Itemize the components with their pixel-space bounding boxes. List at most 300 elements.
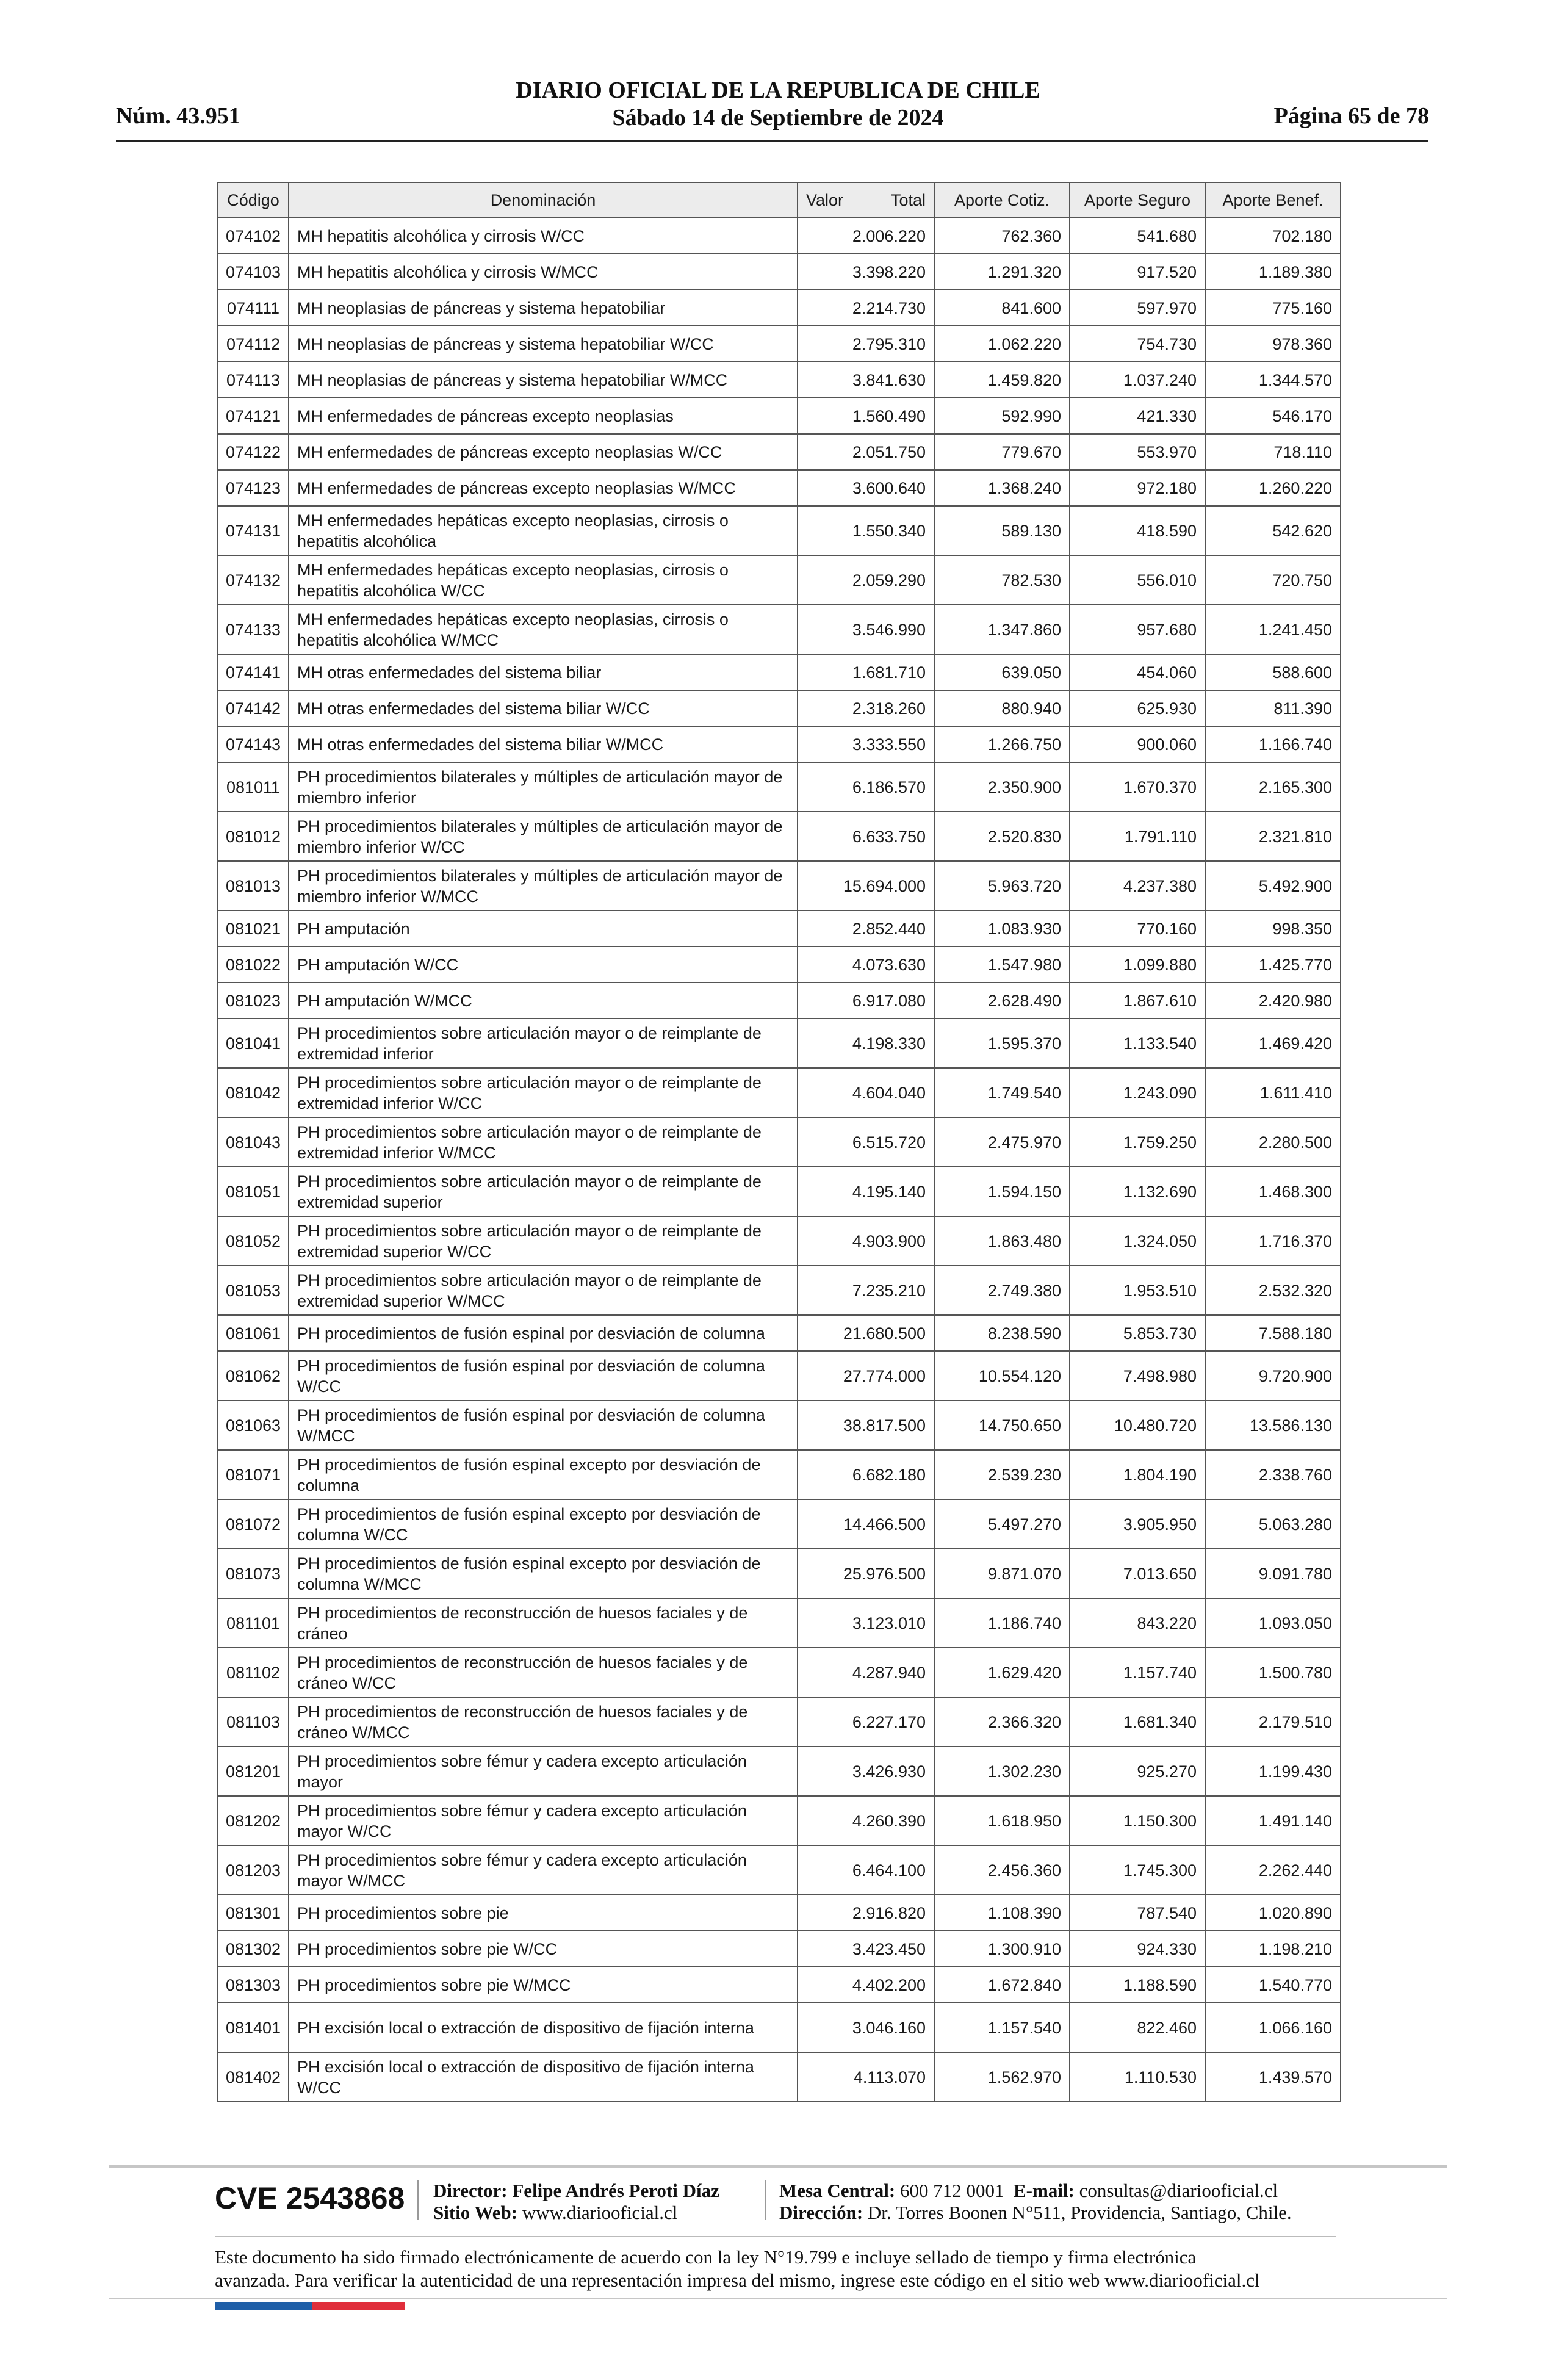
cell-denominacion: PH procedimientos sobre pie W/CC — [289, 1931, 798, 1967]
cell-denominacion: PH procedimientos sobre articulación mayor o de reimplante de extremidad superior W/MCC — [289, 1266, 798, 1315]
cell-codigo: 081201 — [218, 1747, 289, 1796]
address: Dr. Torres Boonen N°511, Providencia, Santiago, Chile. — [867, 2202, 1292, 2223]
footer-separator — [765, 2180, 766, 2220]
cell-valor-total: 6.917.080 — [798, 983, 934, 1019]
cell-aporte-benef: 1.241.450 — [1205, 605, 1341, 654]
cell-aporte-benef: 718.110 — [1205, 434, 1341, 470]
cell-valor-total: 6.633.750 — [798, 812, 934, 861]
cell-aporte-cotiz: 5.963.720 — [934, 861, 1070, 911]
cell-aporte-cotiz: 762.360 — [934, 218, 1070, 254]
cell-valor-total: 1.560.490 — [798, 398, 934, 434]
cell-valor-total: 38.817.500 — [798, 1401, 934, 1450]
table-row — [218, 1931, 1341, 1967]
cell-aporte-benef: 2.165.300 — [1205, 762, 1341, 812]
header-divider — [116, 140, 1428, 142]
cell-aporte-seguro: 1.791.110 — [1070, 812, 1205, 861]
table-row — [218, 1747, 1341, 1796]
table-row — [218, 1697, 1341, 1747]
table-row — [218, 726, 1341, 762]
cell-codigo: 081301 — [218, 1895, 289, 1931]
table-row — [218, 1019, 1341, 1068]
cell-codigo: 081071 — [218, 1450, 289, 1499]
col-header-codigo: Código — [218, 182, 289, 218]
cell-valor-total: 1.681.710 — [798, 654, 934, 690]
cell-codigo: 081302 — [218, 1931, 289, 1967]
cve-code: CVE 2543868 — [215, 2181, 405, 2215]
cell-aporte-seguro: 925.270 — [1070, 1747, 1205, 1796]
cell-aporte-cotiz: 1.562.970 — [934, 2052, 1070, 2102]
cell-aporte-benef: 2.420.980 — [1205, 983, 1341, 1019]
cell-valor-total: 6.186.570 — [798, 762, 934, 812]
table-row — [218, 218, 1341, 254]
cell-aporte-seguro: 1.324.050 — [1070, 1216, 1205, 1266]
cell-aporte-cotiz: 782.530 — [934, 555, 1070, 605]
cell-denominacion: PH procedimientos bilaterales y múltiples de articulación mayor de miembro inferior W/MCC — [289, 861, 798, 911]
cell-aporte-seguro: 1.037.240 — [1070, 362, 1205, 398]
cell-valor-total: 2.318.260 — [798, 690, 934, 726]
cell-denominacion: MH hepatitis alcohólica y cirrosis W/MCC — [289, 254, 798, 290]
col-header-valor-total — [798, 182, 934, 218]
cell-aporte-cotiz: 9.871.070 — [934, 1549, 1070, 1598]
cell-denominacion: PH procedimientos sobre fémur y cadera excepto articulación mayor — [289, 1747, 798, 1796]
cell-valor-total: 4.287.940 — [798, 1648, 934, 1697]
cell-aporte-seguro: 1.745.300 — [1070, 1845, 1205, 1895]
cell-codigo: 081021 — [218, 911, 289, 947]
cell-aporte-seguro: 1.867.610 — [1070, 983, 1205, 1019]
table-row — [218, 1351, 1341, 1401]
cell-aporte-seguro: 1.188.590 — [1070, 1967, 1205, 2003]
cell-aporte-benef: 1.344.570 — [1205, 362, 1341, 398]
footer-separator — [417, 2180, 419, 2220]
mesa-phone: 600 712 0001 — [900, 2180, 1004, 2201]
cell-codigo: 074142 — [218, 690, 289, 726]
cell-valor-total: 3.600.640 — [798, 470, 934, 506]
cell-aporte-benef: 1.066.160 — [1205, 2003, 1341, 2052]
cell-codigo: 081042 — [218, 1068, 289, 1117]
cell-denominacion: PH procedimientos de fusión espinal por desviación de columna W/CC — [289, 1351, 798, 1401]
cell-denominacion: MH enfermedades hepáticas excepto neoplasias, cirrosis o hepatitis alcohólica W/CC — [289, 555, 798, 605]
table-row — [218, 1167, 1341, 1216]
page-number: Página 65 de 78 — [1273, 103, 1429, 129]
table-row — [218, 1266, 1341, 1315]
table-row — [218, 654, 1341, 690]
cell-aporte-benef: 2.262.440 — [1205, 1845, 1341, 1895]
cell-denominacion: MH neoplasias de páncreas y sistema hepatobiliar — [289, 290, 798, 326]
mesa-label: Mesa Central: — [779, 2180, 896, 2201]
cell-aporte-cotiz: 10.554.120 — [934, 1351, 1070, 1401]
cell-aporte-seguro: 418.590 — [1070, 506, 1205, 555]
table-row — [218, 947, 1341, 983]
cell-denominacion: MH enfermedades de páncreas excepto neoplasias — [289, 398, 798, 434]
cell-aporte-benef: 9.091.780 — [1205, 1549, 1341, 1598]
col-header-valor: Valor — [806, 191, 844, 209]
cell-valor-total: 4.903.900 — [798, 1216, 934, 1266]
tariff-table — [217, 182, 1341, 2102]
cell-aporte-seguro: 900.060 — [1070, 726, 1205, 762]
cell-aporte-cotiz: 1.672.840 — [934, 1967, 1070, 2003]
table-row — [218, 2003, 1341, 2052]
cell-aporte-cotiz: 2.456.360 — [934, 1845, 1070, 1895]
cell-aporte-benef: 7.588.180 — [1205, 1315, 1341, 1351]
col-header-aporte-seguro: Aporte Seguro — [1070, 182, 1205, 218]
table-row — [218, 326, 1341, 362]
cell-denominacion: PH procedimientos de fusión espinal excepto por desviación de columna W/MCC — [289, 1549, 798, 1598]
cell-valor-total: 4.195.140 — [798, 1167, 934, 1216]
cell-aporte-benef: 1.439.570 — [1205, 2052, 1341, 2102]
cell-aporte-benef: 542.620 — [1205, 506, 1341, 555]
cell-codigo: 081011 — [218, 762, 289, 812]
cell-aporte-seguro: 1.804.190 — [1070, 1450, 1205, 1499]
cell-valor-total: 3.398.220 — [798, 254, 934, 290]
cell-aporte-cotiz: 1.302.230 — [934, 1747, 1070, 1796]
cell-aporte-seguro: 1.150.300 — [1070, 1796, 1205, 1845]
cell-aporte-cotiz: 1.368.240 — [934, 470, 1070, 506]
email-label: E-mail: — [1014, 2180, 1075, 2201]
cell-codigo: 074122 — [218, 434, 289, 470]
cell-denominacion: MH enfermedades de páncreas excepto neoplasias W/MCC — [289, 470, 798, 506]
cell-valor-total: 3.046.160 — [798, 2003, 934, 2052]
cell-codigo: 081013 — [218, 861, 289, 911]
contact-block — [779, 2180, 1292, 2224]
cell-denominacion: PH procedimientos de fusión espinal por desviación de columna W/MCC — [289, 1401, 798, 1450]
cell-aporte-benef: 1.611.410 — [1205, 1068, 1341, 1117]
publication-title: DIARIO OFICIAL DE LA REPUBLICA DE CHILE — [516, 78, 1040, 103]
cell-aporte-cotiz: 1.618.950 — [934, 1796, 1070, 1845]
cell-aporte-cotiz: 2.475.970 — [934, 1117, 1070, 1167]
cell-aporte-seguro: 556.010 — [1070, 555, 1205, 605]
table-row — [218, 290, 1341, 326]
footer-divider-middle — [215, 2236, 1336, 2237]
cell-aporte-benef: 9.720.900 — [1205, 1351, 1341, 1401]
cell-aporte-benef: 1.198.210 — [1205, 1931, 1341, 1967]
table-row — [218, 1549, 1341, 1598]
cell-denominacion: PH procedimientos de reconstrucción de huesos faciales y de cráneo W/CC — [289, 1648, 798, 1697]
address-label: Dirección: — [779, 2202, 863, 2223]
cell-valor-total: 6.464.100 — [798, 1845, 934, 1895]
cell-denominacion: PH procedimientos sobre articulación mayor o de reimplante de extremidad superior W/CC — [289, 1216, 798, 1266]
cell-denominacion: PH amputación W/CC — [289, 947, 798, 983]
table-row — [218, 983, 1341, 1019]
table-row — [218, 506, 1341, 555]
cell-codigo: 081063 — [218, 1401, 289, 1450]
cell-aporte-cotiz: 1.083.930 — [934, 911, 1070, 947]
cell-aporte-seguro: 787.540 — [1070, 1895, 1205, 1931]
cell-valor-total: 3.841.630 — [798, 362, 934, 398]
cell-aporte-seguro: 625.930 — [1070, 690, 1205, 726]
cell-aporte-benef: 1.469.420 — [1205, 1019, 1341, 1068]
cell-aporte-seguro: 3.905.950 — [1070, 1499, 1205, 1549]
cell-codigo: 081041 — [218, 1019, 289, 1068]
cell-codigo: 081053 — [218, 1266, 289, 1315]
cell-aporte-benef: 2.280.500 — [1205, 1117, 1341, 1167]
table-row — [218, 1450, 1341, 1499]
table-row — [218, 1845, 1341, 1895]
cell-aporte-cotiz: 1.347.860 — [934, 605, 1070, 654]
cell-aporte-seguro: 1.110.530 — [1070, 2052, 1205, 2102]
cell-aporte-cotiz: 2.539.230 — [934, 1450, 1070, 1499]
cell-codigo: 074141 — [218, 654, 289, 690]
cell-valor-total: 3.333.550 — [798, 726, 934, 762]
cell-aporte-cotiz: 2.628.490 — [934, 983, 1070, 1019]
cell-valor-total: 4.198.330 — [798, 1019, 934, 1068]
director-name: Felipe Andrés Peroti Díaz — [512, 2180, 719, 2201]
site-label: Sitio Web: — [433, 2202, 518, 2223]
cell-codigo: 074131 — [218, 506, 289, 555]
table-row — [218, 861, 1341, 911]
cell-codigo: 081012 — [218, 812, 289, 861]
cell-aporte-cotiz: 592.990 — [934, 398, 1070, 434]
cell-valor-total: 7.235.210 — [798, 1266, 934, 1315]
cell-aporte-seguro: 1.953.510 — [1070, 1266, 1205, 1315]
cell-aporte-seguro: 1.670.370 — [1070, 762, 1205, 812]
legal-line: avanzada. Para verificar la autenticidad de una representación impresa del mismo, ingrese este código en el sitio web www.diariooficial.cl — [215, 2270, 1260, 2291]
cell-denominacion: MH neoplasias de páncreas y sistema hepatobiliar W/MCC — [289, 362, 798, 398]
cell-aporte-benef: 978.360 — [1205, 326, 1341, 362]
cell-denominacion: PH excisión local o extracción de dispositivo de fijación interna — [289, 2003, 798, 2052]
cell-denominacion: PH procedimientos sobre articulación mayor o de reimplante de extremidad inferior — [289, 1019, 798, 1068]
director-block — [433, 2180, 719, 2224]
cell-aporte-cotiz: 8.238.590 — [934, 1315, 1070, 1351]
cell-denominacion: PH procedimientos bilaterales y múltiples de articulación mayor de miembro inferior — [289, 762, 798, 812]
cell-codigo: 074143 — [218, 726, 289, 762]
cell-aporte-seguro: 5.853.730 — [1070, 1315, 1205, 1351]
cell-denominacion: PH procedimientos sobre articulación mayor o de reimplante de extremidad superior — [289, 1167, 798, 1216]
cell-denominacion: PH amputación W/MCC — [289, 983, 798, 1019]
cell-aporte-benef: 998.350 — [1205, 911, 1341, 947]
cell-valor-total: 2.795.310 — [798, 326, 934, 362]
cell-codigo: 074132 — [218, 555, 289, 605]
cell-aporte-benef: 1.425.770 — [1205, 947, 1341, 983]
cell-aporte-cotiz: 1.062.220 — [934, 326, 1070, 362]
table-row — [218, 470, 1341, 506]
cell-aporte-cotiz: 1.594.150 — [934, 1167, 1070, 1216]
cell-codigo: 081103 — [218, 1697, 289, 1747]
cell-codigo: 081202 — [218, 1796, 289, 1845]
cell-valor-total: 2.916.820 — [798, 1895, 934, 1931]
cell-denominacion: MH enfermedades de páncreas excepto neoplasias W/CC — [289, 434, 798, 470]
cell-codigo: 074123 — [218, 470, 289, 506]
cell-valor-total: 1.550.340 — [798, 506, 934, 555]
table-row — [218, 1895, 1341, 1931]
cell-aporte-cotiz: 589.130 — [934, 506, 1070, 555]
cell-aporte-seguro: 1.099.880 — [1070, 947, 1205, 983]
cell-denominacion: MH otras enfermedades del sistema biliar W/MCC — [289, 726, 798, 762]
cell-aporte-cotiz: 2.350.900 — [934, 762, 1070, 812]
cell-denominacion: MH enfermedades hepáticas excepto neoplasias, cirrosis o hepatitis alcohólica — [289, 506, 798, 555]
cell-aporte-seguro: 972.180 — [1070, 470, 1205, 506]
site-link[interactable]: www.diariooficial.cl — [522, 2202, 678, 2223]
cell-codigo: 081102 — [218, 1648, 289, 1697]
flag-stripe-red — [312, 2302, 405, 2310]
cell-codigo: 081303 — [218, 1967, 289, 2003]
col-header-aporte-benef: Aporte Benef. — [1205, 182, 1341, 218]
cell-valor-total: 2.852.440 — [798, 911, 934, 947]
cell-aporte-benef: 1.093.050 — [1205, 1598, 1341, 1648]
cell-aporte-cotiz: 1.300.910 — [934, 1931, 1070, 1967]
table-row — [218, 1796, 1341, 1845]
cell-aporte-cotiz: 5.497.270 — [934, 1499, 1070, 1549]
cell-valor-total: 6.227.170 — [798, 1697, 934, 1747]
cell-codigo: 081062 — [218, 1351, 289, 1401]
cell-valor-total: 4.402.200 — [798, 1967, 934, 2003]
cell-aporte-benef: 588.600 — [1205, 654, 1341, 690]
footer-divider-bottom — [109, 2298, 1447, 2299]
cell-aporte-seguro: 10.480.720 — [1070, 1401, 1205, 1450]
table-row — [218, 1117, 1341, 1167]
table-row — [218, 690, 1341, 726]
cell-valor-total: 27.774.000 — [798, 1351, 934, 1401]
cell-aporte-cotiz: 2.520.830 — [934, 812, 1070, 861]
cell-aporte-seguro: 1.243.090 — [1070, 1068, 1205, 1117]
cell-aporte-seguro: 597.970 — [1070, 290, 1205, 326]
cell-aporte-seguro: 553.970 — [1070, 434, 1205, 470]
cell-aporte-seguro: 822.460 — [1070, 2003, 1205, 2052]
cell-aporte-cotiz: 779.670 — [934, 434, 1070, 470]
cell-denominacion: MH otras enfermedades del sistema biliar — [289, 654, 798, 690]
cell-aporte-seguro: 1.132.690 — [1070, 1167, 1205, 1216]
cell-aporte-cotiz: 1.629.420 — [934, 1648, 1070, 1697]
cell-codigo: 081101 — [218, 1598, 289, 1648]
cell-aporte-cotiz: 1.108.390 — [934, 1895, 1070, 1931]
cell-aporte-benef: 2.321.810 — [1205, 812, 1341, 861]
cell-aporte-seguro: 421.330 — [1070, 398, 1205, 434]
table-row — [218, 1216, 1341, 1266]
email-link[interactable]: consultas@diariooficial.cl — [1079, 2180, 1278, 2201]
cell-valor-total: 4.604.040 — [798, 1068, 934, 1117]
table-header-row — [218, 182, 1341, 218]
cell-aporte-benef: 1.260.220 — [1205, 470, 1341, 506]
table-row — [218, 762, 1341, 812]
table-row — [218, 911, 1341, 947]
cell-aporte-cotiz: 1.459.820 — [934, 362, 1070, 398]
cell-denominacion: MH enfermedades hepáticas excepto neoplasias, cirrosis o hepatitis alcohólica W/MCC — [289, 605, 798, 654]
cell-aporte-benef: 1.716.370 — [1205, 1216, 1341, 1266]
cell-aporte-benef: 775.160 — [1205, 290, 1341, 326]
cell-aporte-cotiz: 1.863.480 — [934, 1216, 1070, 1266]
cell-aporte-seguro: 1.681.340 — [1070, 1697, 1205, 1747]
cell-codigo: 074111 — [218, 290, 289, 326]
cell-aporte-seguro: 843.220 — [1070, 1598, 1205, 1648]
cell-valor-total: 4.113.070 — [798, 2052, 934, 2102]
footer-divider-top — [109, 2165, 1447, 2168]
cell-aporte-benef: 720.750 — [1205, 555, 1341, 605]
cell-valor-total: 15.694.000 — [798, 861, 934, 911]
cell-aporte-benef: 546.170 — [1205, 398, 1341, 434]
cell-denominacion: PH procedimientos de fusión espinal excepto por desviación de columna — [289, 1450, 798, 1499]
cell-aporte-cotiz: 1.157.540 — [934, 2003, 1070, 2052]
cell-valor-total: 4.073.630 — [798, 947, 934, 983]
cell-denominacion: PH procedimientos de reconstrucción de huesos faciales y de cráneo W/MCC — [289, 1697, 798, 1747]
cell-valor-total: 3.423.450 — [798, 1931, 934, 1967]
cell-codigo: 081203 — [218, 1845, 289, 1895]
cell-codigo: 074113 — [218, 362, 289, 398]
table-row — [218, 434, 1341, 470]
cell-aporte-cotiz: 880.940 — [934, 690, 1070, 726]
cell-aporte-benef: 1.166.740 — [1205, 726, 1341, 762]
cell-codigo: 081051 — [218, 1167, 289, 1216]
legal-line: Este documento ha sido firmado electrónicamente de acuerdo con la ley N°19.799 e incluye sellado de tiempo y firma electrónica — [215, 2246, 1197, 2268]
cell-valor-total: 25.976.500 — [798, 1549, 934, 1598]
col-header-total: Total — [890, 191, 926, 209]
cell-aporte-seguro: 917.520 — [1070, 254, 1205, 290]
cell-denominacion: PH procedimientos sobre fémur y cadera excepto articulación mayor W/CC — [289, 1796, 798, 1845]
cell-aporte-cotiz: 639.050 — [934, 654, 1070, 690]
cell-aporte-seguro: 1.133.540 — [1070, 1019, 1205, 1068]
cell-aporte-cotiz: 14.750.650 — [934, 1401, 1070, 1450]
cell-denominacion: PH procedimientos sobre pie — [289, 1895, 798, 1931]
col-header-aporte-cotiz: Aporte Cotiz. — [934, 182, 1070, 218]
cell-aporte-seguro: 454.060 — [1070, 654, 1205, 690]
cell-aporte-cotiz: 1.266.750 — [934, 726, 1070, 762]
cell-valor-total: 3.426.930 — [798, 1747, 934, 1796]
cell-aporte-benef: 1.500.780 — [1205, 1648, 1341, 1697]
cell-aporte-cotiz: 1.291.320 — [934, 254, 1070, 290]
cell-codigo: 074133 — [218, 605, 289, 654]
table-row — [218, 555, 1341, 605]
cell-codigo: 081043 — [218, 1117, 289, 1167]
flag-stripe-blue — [215, 2302, 312, 2310]
cell-aporte-benef: 2.179.510 — [1205, 1697, 1341, 1747]
cell-codigo: 074103 — [218, 254, 289, 290]
cell-valor-total: 2.006.220 — [798, 218, 934, 254]
table-row — [218, 1401, 1341, 1450]
table-row — [218, 362, 1341, 398]
cell-aporte-cotiz: 1.595.370 — [934, 1019, 1070, 1068]
cell-codigo: 081402 — [218, 2052, 289, 2102]
cell-aporte-seguro: 4.237.380 — [1070, 861, 1205, 911]
issue-number: Núm. 43.951 — [116, 103, 240, 129]
cell-aporte-seguro: 541.680 — [1070, 218, 1205, 254]
publication-date: Sábado 14 de Septiembre de 2024 — [612, 105, 944, 131]
cell-codigo: 081072 — [218, 1499, 289, 1549]
cell-codigo: 074121 — [218, 398, 289, 434]
cell-aporte-seguro: 1.157.740 — [1070, 1648, 1205, 1697]
cell-aporte-cotiz: 841.600 — [934, 290, 1070, 326]
cell-denominacion: PH amputación — [289, 911, 798, 947]
cell-aporte-benef: 811.390 — [1205, 690, 1341, 726]
cell-aporte-benef: 1.189.380 — [1205, 254, 1341, 290]
cell-aporte-seguro: 957.680 — [1070, 605, 1205, 654]
cell-valor-total: 6.682.180 — [798, 1450, 934, 1499]
cell-denominacion: PH excisión local o extracción de dispositivo de fijación interna W/CC — [289, 2052, 798, 2102]
cell-aporte-benef: 1.540.770 — [1205, 1967, 1341, 2003]
cell-denominacion: PH procedimientos de reconstrucción de huesos faciales y de cráneo — [289, 1598, 798, 1648]
cell-aporte-benef: 2.338.760 — [1205, 1450, 1341, 1499]
legal-notice — [215, 2246, 1350, 2292]
cell-denominacion: PH procedimientos bilaterales y múltiples de articulación mayor de miembro inferior W/CC — [289, 812, 798, 861]
table-row — [218, 2052, 1341, 2102]
cell-aporte-seguro: 754.730 — [1070, 326, 1205, 362]
cell-aporte-benef: 2.532.320 — [1205, 1266, 1341, 1315]
cell-aporte-cotiz: 2.366.320 — [934, 1697, 1070, 1747]
table-row — [218, 254, 1341, 290]
cell-codigo: 081061 — [218, 1315, 289, 1351]
cell-codigo: 074102 — [218, 218, 289, 254]
cell-denominacion: PH procedimientos de fusión espinal excepto por desviación de columna W/CC — [289, 1499, 798, 1549]
col-header-denominacion: Denominación — [289, 182, 798, 218]
cell-valor-total: 3.123.010 — [798, 1598, 934, 1648]
table-row — [218, 398, 1341, 434]
table-row — [218, 1598, 1341, 1648]
cell-denominacion: PH procedimientos sobre fémur y cadera excepto articulación mayor W/MCC — [289, 1845, 798, 1895]
cell-aporte-cotiz: 1.547.980 — [934, 947, 1070, 983]
cell-denominacion: PH procedimientos de fusión espinal por desviación de columna — [289, 1315, 798, 1351]
cell-aporte-seguro: 7.013.650 — [1070, 1549, 1205, 1598]
cell-aporte-benef: 1.199.430 — [1205, 1747, 1341, 1796]
table-row — [218, 1967, 1341, 2003]
cell-codigo: 081073 — [218, 1549, 289, 1598]
cell-valor-total: 2.059.290 — [798, 555, 934, 605]
